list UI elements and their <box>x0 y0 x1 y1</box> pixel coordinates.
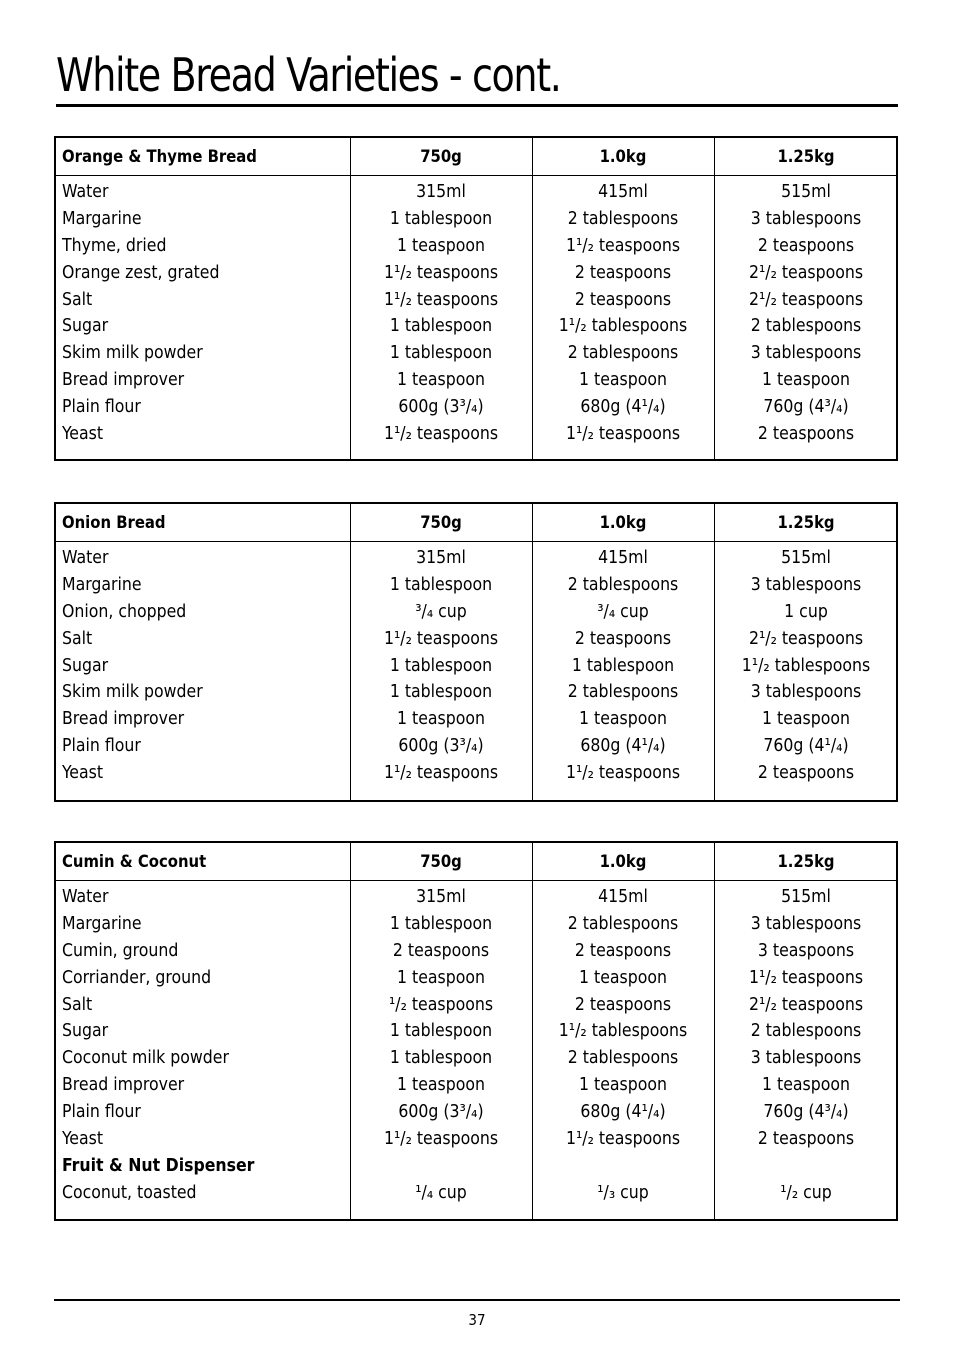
ingredient-name: Fruit & Nut Dispenser <box>62 1155 255 1176</box>
amount-1kg: 2 teaspoons <box>574 262 672 283</box>
ingredient-name: Water <box>62 182 109 202</box>
amount-1kg: 1 teaspoon <box>579 1075 667 1096</box>
ingredient-name: Plain flour <box>62 1102 141 1123</box>
ingredient-row <box>56 732 896 759</box>
amount-1-25kg: 515ml <box>781 887 831 907</box>
amount-1kg: 680g (4¹/₄) <box>580 1102 666 1123</box>
ingredient-name: Sugar <box>62 316 109 337</box>
ingredient-row <box>56 393 896 420</box>
ingredient-row <box>56 678 896 705</box>
amount-1-25kg: 2¹/₂ teaspoons <box>748 628 864 649</box>
ingredient-row <box>56 883 896 910</box>
amount-1-25kg: 1 teaspoon <box>762 370 850 391</box>
amount-750g: 1 teaspoon <box>397 370 485 391</box>
amount-750g: 600g (3³/₄) <box>398 397 484 418</box>
amount-750g: 1 tablespoon <box>389 574 493 595</box>
table-header <box>56 504 896 542</box>
ingredient-row <box>56 625 896 652</box>
column-header-1kg: 1.0kg <box>599 852 647 871</box>
ingredient-row <box>56 1098 896 1125</box>
amount-1kg: 1¹/₂ teaspoons <box>565 1129 681 1150</box>
amount-1-25kg: 1 teaspoon <box>762 1075 850 1096</box>
amount-1-25kg: 2 teaspoons <box>757 424 855 445</box>
column-header-1-25kg: 1.25kg <box>777 513 835 532</box>
amount-750g: ³/₄ cup <box>415 601 467 622</box>
amount-750g: 1¹/₂ teaspoons <box>383 262 499 283</box>
amount-750g: 315ml <box>416 887 466 907</box>
column-header-1-25kg: 1.25kg <box>777 147 835 166</box>
ingredient-name: Yeast <box>62 424 103 445</box>
amount-1-25kg: 1¹/₂ tablespoons <box>741 655 871 676</box>
ingredient-name: Thyme, dried <box>62 235 167 256</box>
ingredient-name: Sugar <box>62 655 109 676</box>
amount-1kg: 1 teaspoon <box>579 370 667 391</box>
amount-1kg: 2 teaspoons <box>574 940 672 961</box>
ingredient-name: Salt <box>62 994 93 1015</box>
amount-750g: 600g (3³/₄) <box>398 1102 484 1123</box>
amount-1-25kg: 3 tablespoons <box>750 1048 862 1069</box>
ingredient-row <box>56 1071 896 1098</box>
ingredient-row <box>56 759 896 786</box>
recipe-table-onion <box>54 502 898 802</box>
ingredient-rows <box>56 544 896 786</box>
amount-750g: ¹/₂ teaspoons <box>388 994 494 1015</box>
ingredient-row <box>56 937 896 964</box>
amount-1kg: 1¹/₂ tablespoons <box>558 316 688 337</box>
ingredient-row <box>56 652 896 679</box>
amount-750g: 315ml <box>416 182 466 202</box>
amount-1kg: 1¹/₂ teaspoons <box>565 763 681 784</box>
amount-1-25kg: 3 tablespoons <box>750 343 862 364</box>
ingredient-row <box>56 1125 896 1152</box>
amount-1-25kg: 760g (4¹/₄) <box>763 736 849 757</box>
amount-750g: 1 tablespoon <box>389 682 493 703</box>
ingredient-row <box>56 544 896 571</box>
ingredient-name: Orange zest, grated <box>62 262 220 283</box>
amount-1kg: 2 tablespoons <box>567 574 679 595</box>
amount-750g: 1 teaspoon <box>397 709 485 730</box>
amount-750g: 1 tablespoon <box>389 655 493 676</box>
amount-1kg: 1¹/₂ tablespoons <box>558 1021 688 1042</box>
amount-750g: 1 tablespoon <box>389 913 493 934</box>
amount-1-25kg: 3 tablespoons <box>750 208 862 229</box>
ingredient-row <box>56 1017 896 1044</box>
amount-1kg: 2 tablespoons <box>567 208 679 229</box>
amount-1-25kg: 3 teaspoons <box>757 940 855 961</box>
column-header-1kg: 1.0kg <box>599 513 647 532</box>
amount-1-25kg: 2¹/₂ teaspoons <box>748 994 864 1015</box>
amount-1kg: 2 teaspoons <box>574 289 672 310</box>
amount-750g: 1 tablespoon <box>389 208 493 229</box>
ingredient-name: Yeast <box>62 763 103 784</box>
amount-750g: 1 teaspoon <box>397 967 485 988</box>
ingredient-name: Yeast <box>62 1129 103 1150</box>
ingredient-name: Cumin, ground <box>62 940 179 961</box>
ingredient-name: Plain flour <box>62 397 141 418</box>
amount-1-25kg: 760g (4³/₄) <box>763 397 849 418</box>
recipe-name: Onion Bread <box>62 513 166 532</box>
amount-1kg: 2 tablespoons <box>567 682 679 703</box>
amount-1kg: 415ml <box>598 548 648 568</box>
ingredient-row <box>56 339 896 366</box>
ingredient-row <box>56 312 896 339</box>
page-title: White Bread Varieties - cont. <box>56 48 561 102</box>
amount-1kg: 1 teaspoon <box>579 967 667 988</box>
amount-1kg: 2 teaspoons <box>574 628 672 649</box>
column-header-750g: 750g <box>420 513 462 532</box>
ingredient-row <box>56 571 896 598</box>
ingredient-name: Plain flour <box>62 736 141 757</box>
amount-1kg: 1¹/₂ teaspoons <box>565 424 681 445</box>
amount-1kg: 2 tablespoons <box>567 1048 679 1069</box>
recipe-name: Cumin & Coconut <box>62 852 207 871</box>
amount-1-25kg: 1 cup <box>784 601 828 622</box>
ingredient-name: Skim milk powder <box>62 343 203 364</box>
ingredient-name: Skim milk powder <box>62 682 203 703</box>
ingredient-name: Water <box>62 548 109 568</box>
ingredient-row <box>56 991 896 1018</box>
amount-750g: 1 tablespoon <box>389 316 493 337</box>
page-number: 37 <box>468 1311 486 1329</box>
footer-divider <box>54 1299 900 1301</box>
amount-1kg: 2 tablespoons <box>567 913 679 934</box>
amount-750g: ¹/₄ cup <box>415 1182 467 1203</box>
amount-1-25kg: 2 tablespoons <box>750 316 862 337</box>
ingredient-name: Corriander, ground <box>62 967 212 988</box>
section-row <box>56 1152 896 1179</box>
amount-750g: 1¹/₂ teaspoons <box>383 289 499 310</box>
amount-1kg: 1 tablespoon <box>571 655 675 676</box>
amount-750g: 315ml <box>416 548 466 568</box>
amount-1kg: 680g (4¹/₄) <box>580 736 666 757</box>
amount-750g: 1 teaspoon <box>397 235 485 256</box>
ingredient-row <box>56 259 896 286</box>
table-header <box>56 843 896 881</box>
ingredient-row <box>56 1179 896 1206</box>
amount-1-25kg: 2 teaspoons <box>757 763 855 784</box>
ingredient-name: Coconut milk powder <box>62 1048 229 1069</box>
amount-1kg: 2 teaspoons <box>574 994 672 1015</box>
ingredient-row <box>56 366 896 393</box>
amount-1kg: ³/₄ cup <box>597 601 649 622</box>
amount-1-25kg: 3 tablespoons <box>750 682 862 703</box>
amount-750g: 2 teaspoons <box>392 940 490 961</box>
amount-1-25kg: 1¹/₂ teaspoons <box>748 967 864 988</box>
amount-750g: 1¹/₂ teaspoons <box>383 1129 499 1150</box>
ingredient-row <box>56 420 896 447</box>
amount-750g: 1¹/₂ teaspoons <box>383 763 499 784</box>
amount-750g: 1 tablespoon <box>389 1021 493 1042</box>
amount-1-25kg: 760g (4³/₄) <box>763 1102 849 1123</box>
ingredient-name: Margarine <box>62 574 142 595</box>
ingredient-row <box>56 964 896 991</box>
amount-750g: 600g (3³/₄) <box>398 736 484 757</box>
recipe-table-orange-thyme <box>54 136 898 461</box>
amount-750g: 1 tablespoon <box>389 1048 493 1069</box>
amount-1-25kg: 515ml <box>781 182 831 202</box>
amount-750g: 1 teaspoon <box>397 1075 485 1096</box>
amount-1-25kg: 2 teaspoons <box>757 1129 855 1150</box>
ingredient-row <box>56 178 896 205</box>
column-header-750g: 750g <box>420 147 462 166</box>
recipe-table-cumin-coconut <box>54 841 898 1221</box>
ingredient-rows <box>56 178 896 447</box>
amount-1-25kg: ¹/₂ cup <box>780 1182 832 1203</box>
ingredient-row <box>56 286 896 313</box>
amount-750g: 1 tablespoon <box>389 343 493 364</box>
column-header-1-25kg: 1.25kg <box>777 852 835 871</box>
ingredient-row <box>56 910 896 937</box>
amount-1-25kg: 3 tablespoons <box>750 913 862 934</box>
amount-1kg: 1¹/₂ teaspoons <box>565 235 681 256</box>
ingredient-name: Salt <box>62 628 93 649</box>
amount-750g: 1¹/₂ teaspoons <box>383 424 499 445</box>
title-divider <box>56 104 898 107</box>
amount-1kg: 1 teaspoon <box>579 709 667 730</box>
ingredient-name: Bread improver <box>62 370 185 391</box>
amount-1-25kg: 1 teaspoon <box>762 709 850 730</box>
ingredient-row <box>56 232 896 259</box>
amount-1kg: 415ml <box>598 887 648 907</box>
ingredient-row <box>56 1044 896 1071</box>
amount-1-25kg: 515ml <box>781 548 831 568</box>
amount-1-25kg: 2 tablespoons <box>750 1021 862 1042</box>
column-header-1kg: 1.0kg <box>599 147 647 166</box>
ingredient-name: Bread improver <box>62 1075 185 1096</box>
ingredient-row <box>56 205 896 232</box>
ingredient-name: Margarine <box>62 208 142 229</box>
ingredient-name: Margarine <box>62 913 142 934</box>
ingredient-name: Sugar <box>62 1021 109 1042</box>
amount-1-25kg: 2¹/₂ teaspoons <box>748 289 864 310</box>
amount-1kg: 2 tablespoons <box>567 343 679 364</box>
ingredient-name: Onion, chopped <box>62 601 187 622</box>
amount-1kg: 415ml <box>598 182 648 202</box>
amount-1-25kg: 2¹/₂ teaspoons <box>748 262 864 283</box>
ingredient-row <box>56 705 896 732</box>
amount-1-25kg: 2 teaspoons <box>757 235 855 256</box>
amount-1-25kg: 3 tablespoons <box>750 574 862 595</box>
ingredient-name: Salt <box>62 289 93 310</box>
amount-750g: 1¹/₂ teaspoons <box>383 628 499 649</box>
ingredient-row <box>56 598 896 625</box>
amount-1kg: 680g (4¹/₄) <box>580 397 666 418</box>
recipe-name: Orange & Thyme Bread <box>62 147 257 166</box>
ingredient-rows <box>56 883 896 1206</box>
table-header <box>56 138 896 176</box>
ingredient-name: Coconut, toasted <box>62 1182 197 1203</box>
column-header-750g: 750g <box>420 852 462 871</box>
ingredient-name: Water <box>62 887 109 907</box>
amount-1kg: ¹/₃ cup <box>597 1182 649 1203</box>
ingredient-name: Bread improver <box>62 709 185 730</box>
